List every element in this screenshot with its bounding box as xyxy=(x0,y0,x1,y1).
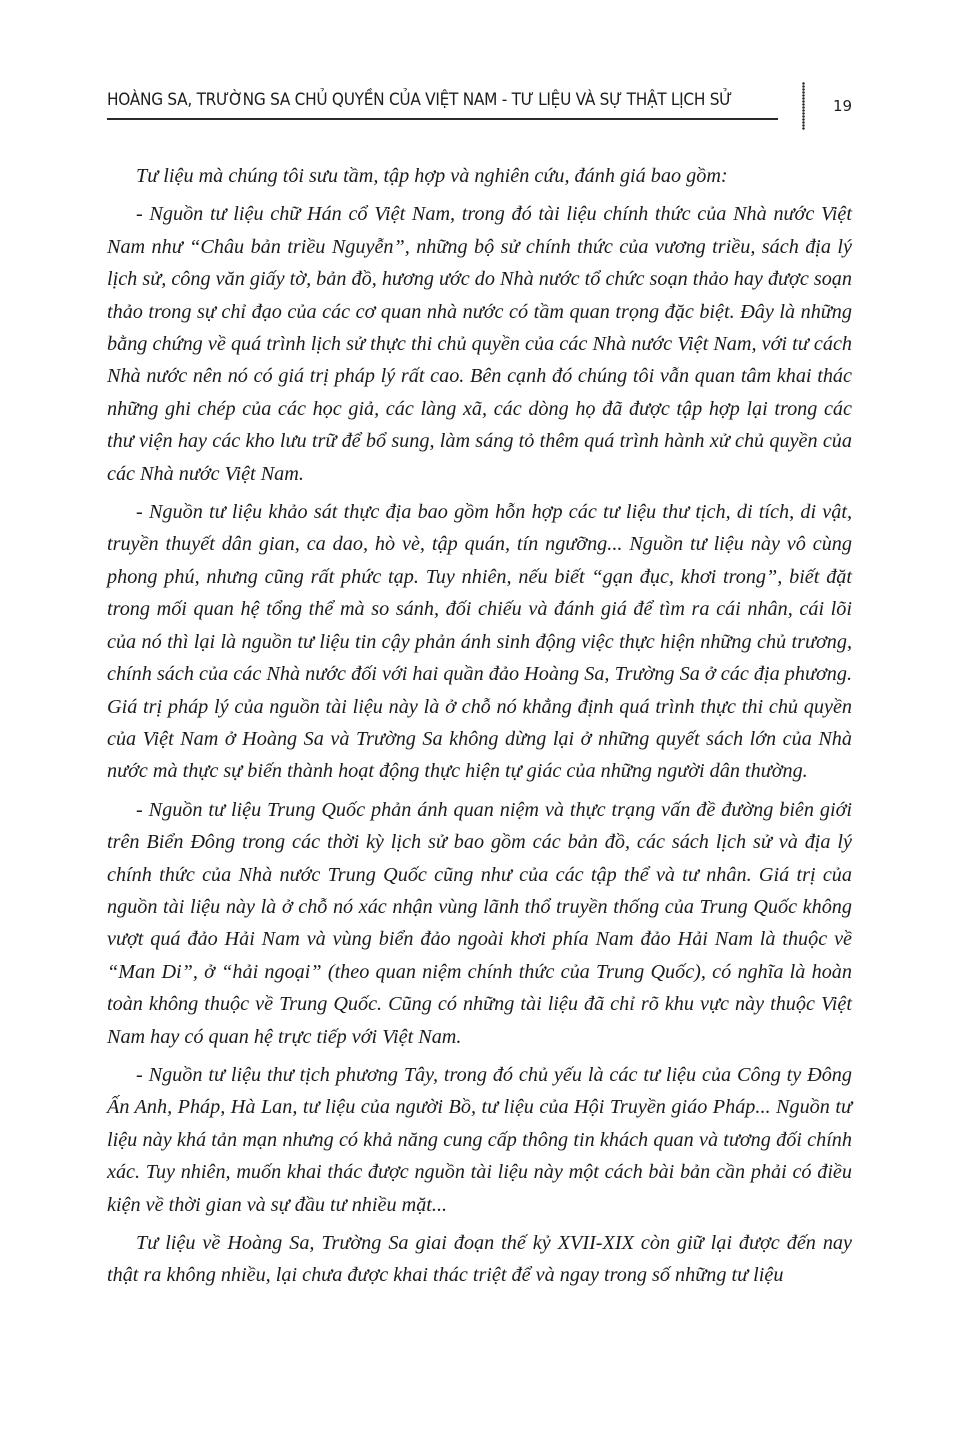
paragraph-conclusion: Tư liệu về Hoàng Sa, Trường Sa giai đoạn thế kỷ XVII-XIX còn giữ lại được đến nay thật ra không nhiều, lại chưa được khai thác triệt để và ngay trong số những tư liệu xyxy=(107,1232,852,1287)
header-rule xyxy=(107,118,778,120)
paragraph-chinese-sources: - Nguồn tư liệu Trung Quốc phản ánh quan niệm và thực trạng vấn đề đường biên giới trên Biển Đông trong các thời kỳ lịch sử bao gồm các bản đồ, các sách lịch sử và địa lý chính thức của Nhà nước Trung Quốc cũng như của các tập thể và tư nhân. Giá trị của nguồn tài liệu này là ở chỗ nó xác nhận vùng lãnh thổ truyền thống của Trung Quốc không vượt quá đảo Hải Nam và vùng biển đảo ngoài khơi phía Nam đảo Hải Nam là thuộc về “Man Di”, ở “hải ngoại” (theo quan niệm chính thức của Trung Quốc), có nghĩa là hoàn toàn không thuộc về Trung Quốc. Cũng có những tài liệu đã chỉ rõ khu vực này thuộc Việt Nam hay có quan hệ trực tiếp với Việt Nam. xyxy=(107,798,852,1048)
header-dotted-divider xyxy=(802,82,805,130)
paragraph-western-sources: - Nguồn tư liệu thư tịch phương Tây, trong đó chủ yếu là các tư liệu của Công ty Đông Ấn Anh, Pháp, Hà Lan, tư liệu của người Bồ, tư liệu của Hội Truyền giáo Pháp... Nguồn tư liệu này khá tản mạn nhưng có khả năng cung cấp thông tin khách quan và tương đối chính xác. Tuy nhiên, muốn khai thác được nguồn tài liệu này một cách bài bản cần phải có điều kiện về thời gian và sự đầu tư nhiều mặt... xyxy=(107,1063,852,1216)
paragraph-han-sources: - Nguồn tư liệu chữ Hán cổ Việt Nam, trong đó tài liệu chính thức của Nhà nước Việt Nam như “Châu bản triều Nguyễn”, những bộ sử chính thức của vương triều, sách địa lý lịch sử, công văn giấy tờ, bản đồ, hương ước do Nhà nước tổ chức soạn thảo hay được soạn thảo trong sự chỉ đạo của các cơ quan nhà nước có tầm quan trọng đặc biệt. Đây là những bằng chứng về quá trình lịch sử thực thi chủ quyền của các Nhà nước Việt Nam, với tư cách Nhà nước nên nó có giá trị pháp lý rất cao. Bên cạnh đó chúng tôi vẫn quan tâm khai thác những ghi chép của các học giả, các làng xã, các dòng họ đã được tập hợp lại trong các thư viện hay các kho lưu trữ để bổ sung, làm sáng tỏ thêm quá trình hành xử chủ quyền của các Nhà nước Việt Nam. xyxy=(107,203,852,485)
paragraph-intro: Tư liệu mà chúng tôi sưu tầm, tập hợp và nghiên cứu, đánh giá bao gồm: xyxy=(136,165,728,187)
running-header-title: HOÀNG SA, TRƯỜNG SA CHỦ QUYỀN CỦA VIỆT NAM - TƯ LIỆU VÀ SỰ THẬT LỊCH SỬ xyxy=(107,90,733,109)
body-text xyxy=(107,160,852,1298)
page-number: 19 xyxy=(833,97,853,115)
paragraph-field-survey-sources: - Nguồn tư liệu khảo sát thực địa bao gồm hỗn hợp các tư liệu thư tịch, di tích, di vật, truyền thuyết dân gian, ca dao, hò vè, tập quán, tín ngưỡng... Nguồn tư liệu này vô cùng phong phú, nhưng cũng rất phức tạp. Tuy nhiên, nếu biết “gạn đục, khơi trong”, biết đặt trong mối quan hệ tổng thể mà so sánh, đối chiếu và đánh giá để tìm ra cái nhân, cái lõi của nó thì lại là nguồn tư liệu tin cậy phản ánh sinh động việc thực hiện những chủ trương, chính sách của các Nhà nước đối với hai quần đảo Hoàng Sa, Trường Sa ở các địa phương. Giá trị pháp lý của nguồn tài liệu này là ở chỗ nó khẳng định quá trình thực thi chủ quyền của Việt Nam ở Hoàng Sa và Trường Sa không dừng lại ở những quyết sách lớn của Nhà nước mà thực sự biến thành hoạt động thực hiện tự giác của những người dân thường. xyxy=(107,501,852,783)
